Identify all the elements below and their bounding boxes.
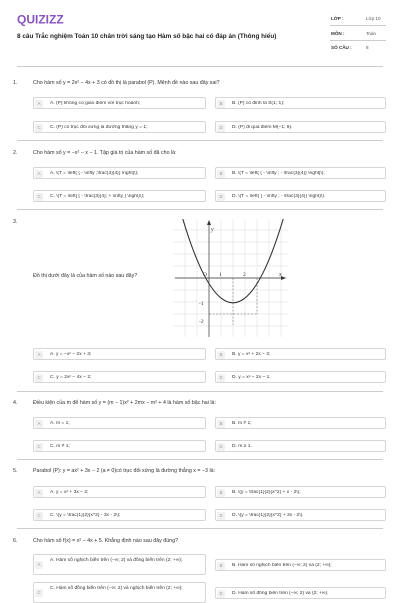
question-text: Điều kiện của m để hàm số y = (m − 1)x² + 2mx − m² + 4 là hàm số bậc hai là:	[33, 400, 216, 406]
option-c[interactable]	[33, 371, 206, 383]
option-text: D. Hàm số đồng biến trên (−∞; 2) và (2; +∞).	[232, 591, 329, 596]
meta-value-class: Lớp 10	[366, 16, 381, 21]
question-text: Cho hàm số y = 2x² − 4x + 3 có đồ thị là parabol (P). Mệnh đề nào sau đây sai?	[33, 80, 220, 86]
option-text: B. y = x² + 2x − 2;	[232, 352, 271, 357]
x-tick-label: 2	[243, 272, 246, 278]
option-text: B. Hàm số nghịch biến trên (−∞; 2) và (2; +∞);	[232, 563, 332, 568]
meta-label-subject: MÔN :	[331, 31, 345, 36]
option-b[interactable]	[215, 97, 386, 109]
document-title: 8 câu Trắc nghiệm Toán 10 chân trời sáng tạo Hàm số bậc hai có đáp án (Thông hiểu)	[17, 33, 277, 40]
option-letter: C	[35, 589, 43, 597]
question-number: 5.	[13, 468, 18, 474]
question-text: Cho hàm số y = −x² − x − 1. Tập giá trị của hàm số đã cho là:	[33, 150, 177, 156]
origin-label: O	[203, 272, 207, 278]
question-number: 3.	[13, 219, 18, 225]
divider	[330, 40, 386, 41]
option-d[interactable]	[215, 440, 386, 452]
option-letter: A	[35, 561, 43, 569]
question-text: Parabol (P): y = ax² + 3x − 2 (a ≠ 0)có trục đối xứng là đường thẳng x = −3 là:	[33, 468, 216, 474]
option-letter: A	[35, 351, 43, 359]
option-b[interactable]	[215, 417, 386, 429]
option-text: B. (P) có đỉnh là S(1; 1);	[232, 101, 285, 106]
option-text: C. Hàm số đồng biến trên (−∞; 2) và nghịch biến trên (2; +∞);	[50, 586, 183, 591]
question-text: Cho hàm số f(x) = x² − 4x + 5. Khẳng định nào sau đây đúng?	[33, 538, 179, 544]
option-text: D. \(y = \frac{1}{2}{x^2} + 3x - 2\).	[232, 513, 304, 518]
question-number: 1.	[13, 80, 18, 86]
option-a[interactable]	[33, 554, 206, 575]
option-letter: A	[35, 489, 43, 497]
question-divider	[17, 209, 383, 210]
question-number: 6.	[13, 538, 18, 544]
option-text: A. y = −x² − 2x + 3;	[50, 352, 92, 357]
option-letter: B	[217, 100, 225, 108]
option-b[interactable]	[215, 348, 386, 360]
logo-text: QUIZIZZ	[17, 12, 64, 26]
option-a[interactable]	[33, 167, 206, 179]
option-letter: D	[217, 124, 225, 132]
option-letter: D	[217, 193, 225, 201]
x-axis-arrow-icon	[281, 276, 286, 280]
option-c[interactable]	[33, 509, 206, 521]
option-letter: A	[35, 100, 43, 108]
question-number: 2.	[13, 150, 18, 156]
option-d[interactable]	[215, 190, 386, 202]
y-tick-label: -2	[199, 319, 204, 325]
option-letter: D	[217, 443, 225, 451]
option-text: C. \(T = \left[ { - \frac{3}{4}; + \infty } \right)\);	[50, 194, 145, 199]
question-divider	[17, 459, 383, 460]
option-letter: D	[217, 512, 225, 520]
option-c[interactable]	[33, 190, 206, 202]
option-letter: A	[35, 420, 43, 428]
question-divider	[17, 528, 383, 529]
option-b[interactable]	[215, 486, 386, 498]
y-axis-label: y	[211, 227, 214, 233]
header-divider	[17, 66, 383, 67]
option-letter: C	[35, 374, 43, 382]
option-letter: B	[217, 489, 225, 497]
question-divider	[17, 391, 383, 392]
option-b[interactable]	[215, 559, 386, 571]
option-letter: D	[217, 590, 225, 598]
question-text: Đồ thị dưới đây là của hàm số nào sau đây?	[33, 273, 138, 279]
option-d[interactable]	[215, 371, 386, 383]
header	[0, 0, 400, 62]
option-letter: B	[217, 351, 225, 359]
x-axis-label: x	[279, 272, 282, 278]
question-number: 4.	[13, 400, 18, 406]
option-text: C. m ≠ 1;	[50, 444, 70, 449]
option-c[interactable]	[33, 121, 206, 133]
meta-value-subject: Toán	[366, 31, 376, 36]
option-d[interactable]	[215, 587, 386, 599]
divider	[330, 25, 386, 26]
option-b[interactable]	[215, 167, 386, 179]
option-a[interactable]	[33, 417, 206, 429]
x-tick-label: 1	[219, 272, 222, 278]
option-a[interactable]	[33, 97, 206, 109]
option-text: A. y = x² + 3x − 2;	[50, 490, 89, 495]
option-text: D. y = x² − 2x − 1.	[232, 375, 271, 380]
option-text: D. m ≥ 1.	[232, 444, 252, 449]
option-a[interactable]	[33, 486, 206, 498]
option-letter: A	[35, 170, 43, 178]
option-text: A. \(T = \left( { - \infty ;\frac{3}{4}} \right]\);	[50, 171, 139, 176]
option-text: C. y = 2x² − 4x − 2;	[50, 375, 92, 380]
option-text: B. \(T = \left( { - \infty ; - \frac{3}{4}} \right]\);	[232, 171, 325, 176]
option-letter: C	[35, 443, 43, 451]
meta-label-count: SỐ CÂU :	[331, 45, 352, 50]
option-text: A. Hàm số nghịch biến trên (−∞; 2) và đồng biến trên (2; +∞);	[50, 558, 183, 563]
option-text: D. (P) đi qua điểm M(−1; 9).	[232, 125, 293, 130]
option-letter: B	[217, 420, 225, 428]
y-tick-label: -1	[199, 301, 204, 307]
option-text: A. (P) không có giao điểm với trục hoành;	[50, 101, 141, 106]
option-letter: C	[35, 124, 43, 132]
parabola-graph	[173, 219, 288, 337]
option-text: D. \(T = \left( { - \infty ; - \frac{3}{4}} \right)\).	[232, 194, 326, 199]
question-divider	[17, 140, 383, 141]
option-text: A. m = 1;	[50, 421, 70, 426]
y-axis-arrow-icon	[207, 220, 211, 225]
option-letter: C	[35, 512, 43, 520]
option-letter: C	[35, 193, 43, 201]
option-letter: B	[217, 562, 225, 570]
option-d[interactable]	[215, 509, 386, 521]
option-d[interactable]	[215, 121, 386, 133]
option-text: B. m ≠ 1;	[232, 421, 252, 426]
meta-label-class: LỚP :	[331, 16, 344, 21]
option-text: B. \(y = \frac{1}{2}{x^2} + x - 2\);	[232, 490, 301, 495]
option-letter: D	[217, 374, 225, 382]
quizizz-logo	[17, 12, 77, 26]
option-text: C. (P) có trục đối xứng là đường thẳng y = 1;	[50, 125, 148, 130]
option-c[interactable]	[33, 440, 206, 452]
meta-value-count: 8	[366, 45, 369, 50]
option-text: C. \(y = \frac{1}{2}{x^2} - 3x - 2\);	[50, 513, 121, 518]
option-letter: B	[217, 170, 225, 178]
option-a[interactable]	[33, 348, 206, 360]
